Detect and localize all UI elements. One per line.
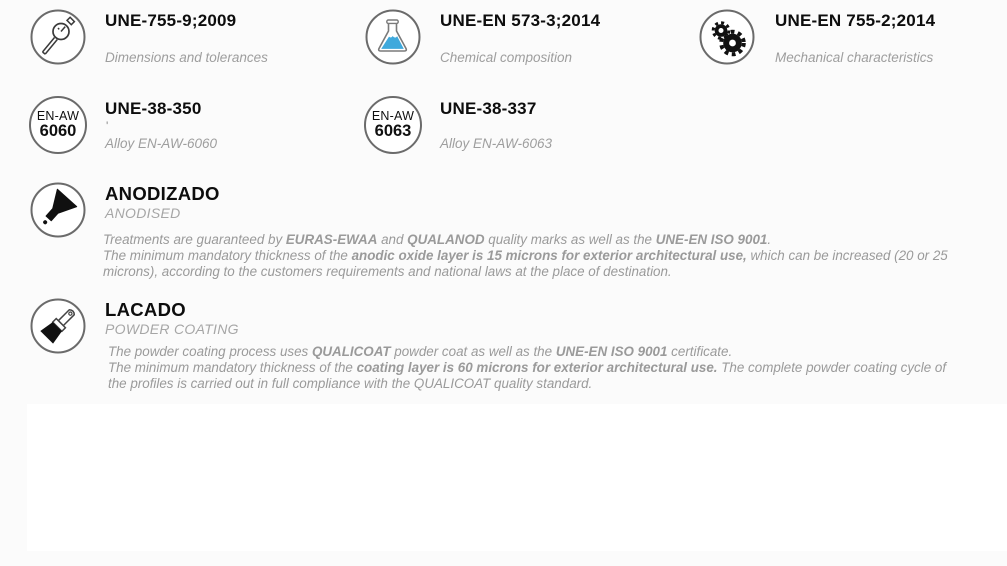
treatment-paragraph-line: The minimum mandatory thickness of the coating layer is 60 microns for exterior architectural use. The complete powder coating cycle of bbox=[108, 360, 947, 375]
paintbrush-icon bbox=[29, 297, 87, 355]
treatment-paragraph-line: the profiles is carried out in full compliance with the QUALICOAT quality standard. bbox=[108, 376, 593, 391]
treatment-subtitle: ANODISED bbox=[105, 205, 181, 221]
treatment-paragraph-line: Treatments are guaranteed by EURAS-EWAA and QUALANOD quality marks as well as the UNE-EN ISO 9001. bbox=[103, 232, 772, 247]
treatment-title: LACADO bbox=[105, 299, 186, 320]
standard-subtitle: Dimensions and tolerances bbox=[105, 50, 268, 65]
alloy-badge-line2: 6063 bbox=[374, 121, 412, 140]
alloy-badge-line1: EN-AW bbox=[36, 108, 80, 123]
alloy-badge-line2: 6060 bbox=[39, 121, 77, 140]
standard-title: UNE-EN 573-3;2014 bbox=[440, 11, 601, 30]
treatment-subtitle: POWDER COATING bbox=[105, 321, 239, 337]
alloy-6063-badge-icon bbox=[364, 96, 422, 154]
alloy-subtitle: Alloy EN-AW-6063 bbox=[440, 136, 553, 151]
dial-gauge-icon bbox=[29, 8, 87, 66]
alloy-title: UNE-38-350 bbox=[105, 99, 202, 118]
treatment-paragraph-line: The powder coating process uses QUALICOAT powder coat as well as the UNE-EN ISO 9001 certificate. bbox=[108, 344, 733, 359]
background-panel bbox=[27, 404, 1007, 551]
funnel-icon bbox=[29, 181, 87, 239]
alloy-note-mark: ' bbox=[106, 119, 109, 133]
standard-subtitle: Chemical composition bbox=[440, 50, 573, 65]
standard-title: UNE-755-9;2009 bbox=[105, 11, 237, 30]
treatment-paragraph-line: microns), according to the customers requirements and national laws at the place of destination. bbox=[103, 264, 672, 279]
flask-icon bbox=[364, 8, 422, 66]
alloy-6060-badge-icon bbox=[29, 96, 87, 154]
treatment-paragraph-line: The minimum mandatory thickness of the anodic oxide layer is 15 microns for exterior architectural use, which can be increased (20 or 25 bbox=[103, 248, 948, 263]
standard-title: UNE-EN 755-2;2014 bbox=[775, 11, 936, 30]
gears-icon bbox=[698, 8, 756, 66]
treatment-title: ANODIZADO bbox=[105, 183, 220, 204]
standard-subtitle: Mechanical characteristics bbox=[775, 50, 934, 65]
alloy-title: UNE-38-337 bbox=[440, 99, 537, 118]
alloy-badge-line1: EN-AW bbox=[371, 108, 415, 123]
alloy-subtitle: Alloy EN-AW-6060 bbox=[105, 136, 218, 151]
